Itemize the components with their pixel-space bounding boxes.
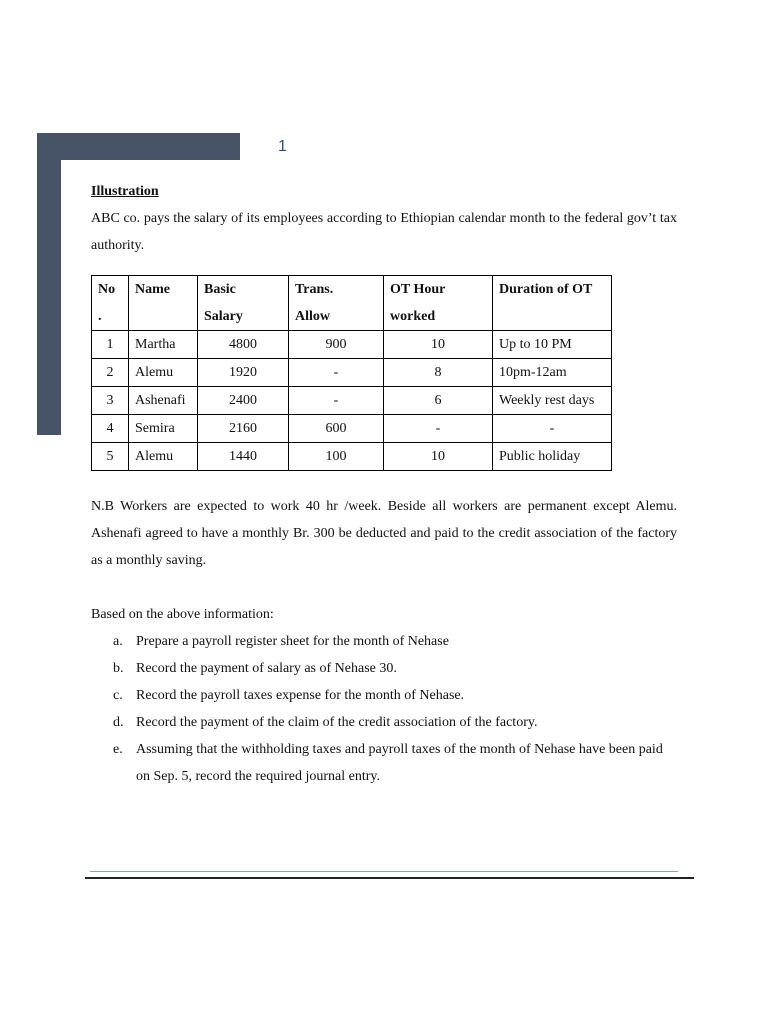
list-marker: c.	[113, 688, 123, 703]
list-item	[91, 736, 677, 790]
cell-ot: -	[384, 415, 493, 443]
cell-trans: 100	[289, 443, 384, 471]
cell-ot: 8	[384, 359, 493, 387]
table-row	[92, 387, 612, 415]
document-body	[91, 178, 677, 790]
list-item	[91, 709, 677, 736]
footer-rule-thin	[90, 871, 678, 872]
task-list	[91, 628, 677, 790]
header-ot-hours: OT Hour worked	[384, 276, 493, 331]
list-marker: e.	[113, 742, 123, 757]
list-item-text: Record the payment of salary as of Nehase 30.	[136, 661, 397, 676]
list-item-text: Record the payroll taxes expense for the month of Nehase.	[136, 688, 465, 703]
cell-basic: 2400	[198, 387, 289, 415]
list-item-text: Prepare a payroll register sheet for the month of Nehase	[136, 634, 449, 649]
cell-trans: -	[289, 387, 384, 415]
footer-rule-thick	[85, 877, 694, 879]
cell-duration: Weekly rest days	[493, 387, 612, 415]
cell-trans: -	[289, 359, 384, 387]
cell-no: 4	[92, 415, 129, 443]
decorative-side-bar	[37, 133, 61, 435]
intro-paragraph: ABC co. pays the salary of its employees according to Ethiopian calendar month to the federal gov’t tax authority.	[91, 211, 677, 253]
section-heading: Illustration	[91, 184, 159, 199]
header-trans-allow: Trans. Allow	[289, 276, 384, 331]
table-row	[92, 443, 612, 471]
payroll-table	[91, 275, 612, 471]
cell-basic: 2160	[198, 415, 289, 443]
note-paragraph: N.B Workers are expected to work 40 hr /week. Beside all workers are permanent except Alemu. Ashenafi agreed to have a monthly Br. 300 be deducted and paid to the credit association of the factory as a monthly saving.	[91, 499, 677, 568]
decorative-header-bar	[37, 133, 240, 160]
list-marker: b.	[113, 661, 124, 676]
cell-ot: 10	[384, 331, 493, 359]
table-row	[92, 331, 612, 359]
header-ot-duration: Duration of OT	[493, 276, 612, 331]
table-row	[92, 359, 612, 387]
list-item	[91, 655, 677, 682]
table-header-row	[92, 276, 612, 331]
header-name: Name	[129, 276, 198, 331]
cell-basic: 4800	[198, 331, 289, 359]
cell-basic: 1440	[198, 443, 289, 471]
cell-ot: 6	[384, 387, 493, 415]
cell-duration: Public holiday	[493, 443, 612, 471]
page-number: 1	[278, 138, 287, 155]
cell-ot: 10	[384, 443, 493, 471]
list-item	[91, 628, 677, 655]
cell-no: 2	[92, 359, 129, 387]
cell-duration: Up to 10 PM	[493, 331, 612, 359]
cell-name: Alemu	[129, 443, 198, 471]
header-basic-salary: Basic Salary	[198, 276, 289, 331]
cell-no: 5	[92, 443, 129, 471]
cell-duration: -	[493, 415, 612, 443]
header-no: No .	[92, 276, 129, 331]
cell-duration: 10pm-12am	[493, 359, 612, 387]
list-marker: d.	[113, 715, 124, 730]
instructions-lead: Based on the above information:	[91, 607, 274, 622]
cell-name: Ashenafi	[129, 387, 198, 415]
list-marker: a.	[113, 634, 123, 649]
list-item	[91, 682, 677, 709]
table-row	[92, 415, 612, 443]
cell-name: Alemu	[129, 359, 198, 387]
cell-name: Semira	[129, 415, 198, 443]
list-item-text: Assuming that the withholding taxes and payroll taxes of the month of Nehase have been paid on Sep. 5, record the required journal entry.	[136, 742, 663, 784]
cell-name: Martha	[129, 331, 198, 359]
list-item-text: Record the payment of the claim of the credit association of the factory.	[136, 715, 538, 730]
cell-trans: 900	[289, 331, 384, 359]
cell-no: 3	[92, 387, 129, 415]
cell-trans: 600	[289, 415, 384, 443]
cell-basic: 1920	[198, 359, 289, 387]
cell-no: 1	[92, 331, 129, 359]
